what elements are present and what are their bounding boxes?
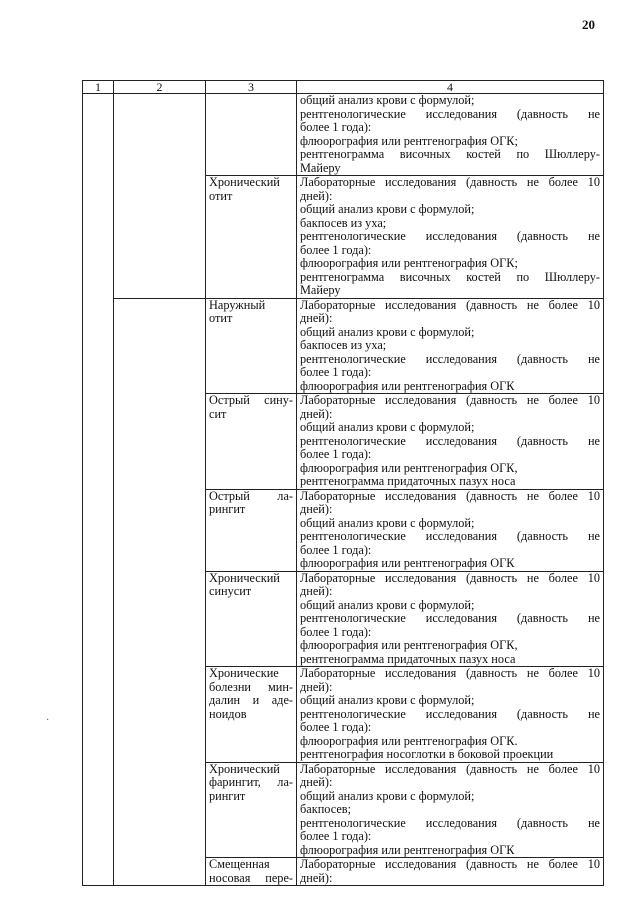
examination-line: флюорография или рентгенография ОГК [300, 556, 515, 570]
examination-line: дней): [300, 188, 333, 203]
examination-line: более 1 года): [300, 120, 372, 134]
diagnosis-cell [206, 94, 297, 176]
cell-col-2 [114, 94, 206, 299]
examination-line: Лабораторные исследования (давность не более 10 [300, 666, 600, 680]
cell-col-1 [83, 94, 114, 886]
examination-line: Лабораторные исследования (давность не более 10 [300, 570, 600, 585]
examination-line: рентгенологические исследования (давность не [300, 106, 600, 121]
header-col-2: 2 [114, 81, 206, 94]
examination-line: дней): [300, 502, 333, 516]
diagnosis-line: Хронический [209, 570, 280, 585]
examination-line: рентгенологические исследования (давность не [300, 229, 600, 243]
page-number: 20 [582, 17, 595, 32]
examination-line: общий анализ крови с формулой; [300, 202, 475, 216]
examination-line: дней): [300, 311, 333, 325]
examination-line: флюорография или рентгенография ОГК; [300, 133, 518, 148]
examination-line: рентгенологические исследования (давность не [300, 529, 600, 543]
examination-cell [297, 394, 604, 490]
diagnosis-line: Острый ла- [209, 488, 293, 503]
table-header-row [83, 81, 604, 94]
examination-line: рентгенологические исследования (давность не [300, 611, 600, 625]
examination-line: общий анализ крови с формулой; [300, 515, 475, 530]
examination-line: рентгенологические исследования (давность не [300, 815, 600, 830]
examination-line: рентгенография носоглотки в боковой проекции [300, 747, 554, 761]
diagnosis-line: ноидов [209, 706, 247, 721]
examination-line: рентгенологические исследования (давность не [300, 706, 600, 721]
diagnosis-line: отит [209, 188, 233, 203]
examination-line: дней): [300, 406, 333, 421]
examination-line: более 1 года): [300, 829, 372, 843]
examination-line: дней): [300, 679, 333, 694]
requirements-table [82, 80, 604, 886]
examination-line: рентгенологические исследования (давность не [300, 351, 600, 366]
diagnosis-line: носовая пере- [209, 870, 293, 885]
examination-cell [297, 489, 604, 571]
table-row [83, 298, 604, 394]
diagnosis-cell [206, 298, 297, 394]
examination-line: более 1 года): [300, 624, 372, 639]
examination-line: более 1 года): [300, 242, 372, 257]
diagnosis-line: отит [209, 311, 233, 325]
diagnosis-line: синусит [209, 584, 252, 598]
examination-cell [297, 94, 604, 176]
table-row [83, 94, 604, 176]
examination-line: рентгенограмма височных костей по Шюллеру- [300, 269, 600, 284]
examination-line: дней): [300, 775, 333, 789]
diagnosis-cell [206, 394, 297, 490]
examination-line: рентгенограмма придаточных пазух носа [300, 651, 516, 666]
examination-line: рентгенологические исследования (давность не [300, 433, 600, 448]
examination-line: бакпосев из уха; [300, 215, 387, 230]
examination-cell [297, 176, 604, 299]
table-body [83, 94, 604, 886]
examination-line: флюорография или рентгенография ОГК, [300, 460, 518, 475]
examination-line: флюорография или рентгенография ОГК. [300, 733, 518, 748]
diagnosis-line: Хронический [209, 761, 280, 776]
examination-line: дней): [300, 870, 333, 885]
diagnosis-line: рингит [209, 502, 246, 516]
diagnosis-cell [206, 762, 297, 858]
examination-line: Майеру [300, 283, 341, 297]
diagnosis-line: Острый сину- [209, 393, 293, 407]
examination-line: рентгенограмма височных костей по Шюллеру- [300, 147, 600, 161]
examination-line: общий анализ крови с формулой; [300, 93, 475, 107]
examination-line: общий анализ крови с формулой; [300, 693, 475, 707]
examination-cell [297, 298, 604, 394]
diagnosis-line: далин и аде- [209, 693, 293, 707]
examination-line: более 1 года): [300, 720, 372, 734]
examination-line: более 1 года): [300, 447, 372, 461]
header-col-1: 1 [83, 81, 114, 94]
examination-cell [297, 858, 604, 886]
examination-line: Лабораторные исследования (давность не более 10 [300, 488, 600, 503]
cell-col-2 [114, 298, 206, 886]
examination-cell [297, 762, 604, 858]
examination-line: флюорография или рентгенография ОГК [300, 378, 515, 393]
examination-line: флюорография или рентгенография ОГК; [300, 256, 518, 270]
diagnosis-line: Наружный [209, 297, 266, 312]
examination-line: более 1 года): [300, 542, 372, 557]
diagnosis-cell [206, 176, 297, 299]
header-col-3: 3 [206, 81, 297, 94]
examination-line: флюорография или рентгенография ОГК [300, 842, 515, 857]
examination-cell [297, 667, 604, 763]
examination-line: более 1 года): [300, 365, 372, 379]
diagnosis-cell [206, 489, 297, 571]
scan-speck: · [46, 715, 50, 726]
examination-line: Майеру [300, 160, 341, 175]
diagnosis-cell [206, 858, 297, 886]
diagnosis-line: рингит [209, 788, 246, 803]
examination-line: общий анализ крови с формулой; [300, 788, 475, 803]
diagnosis-line: Смещенная [209, 857, 270, 871]
examination-line: рентгенограмма придаточных пазух носа [300, 474, 516, 488]
examination-line: общий анализ крови с формулой; [300, 324, 475, 339]
diagnosis-line: Хронический [209, 175, 280, 189]
examination-line: Лабораторные исследования (давность не более 10 [300, 175, 600, 189]
diagnosis-line: болезни мин- [209, 679, 293, 694]
examination-line: бакпосев из уха; [300, 338, 387, 352]
examination-line: Лабораторные исследования (давность не более 10 [300, 393, 600, 407]
examination-line: Лабораторные исследования (давность не более 10 [300, 297, 600, 312]
examination-line: бакпосев; [300, 802, 352, 816]
diagnosis-line: сит [209, 406, 227, 421]
diagnosis-cell [206, 667, 297, 763]
examination-line: общий анализ крови с формулой; [300, 597, 475, 612]
examination-cell [297, 571, 604, 667]
examination-line: Лабораторные исследования (давность не более 10 [300, 857, 600, 871]
examination-line: общий анализ крови с формулой; [300, 420, 475, 434]
examination-line: флюорография или рентгенография ОГК, [300, 638, 518, 652]
diagnosis-line: фарингит, ла- [209, 775, 293, 789]
diagnosis-line: Хронические [209, 666, 279, 680]
header-col-4: 4 [297, 81, 604, 94]
examination-line: дней): [300, 584, 333, 598]
diagnosis-cell [206, 571, 297, 667]
examination-line: Лабораторные исследования (давность не более 10 [300, 761, 600, 776]
